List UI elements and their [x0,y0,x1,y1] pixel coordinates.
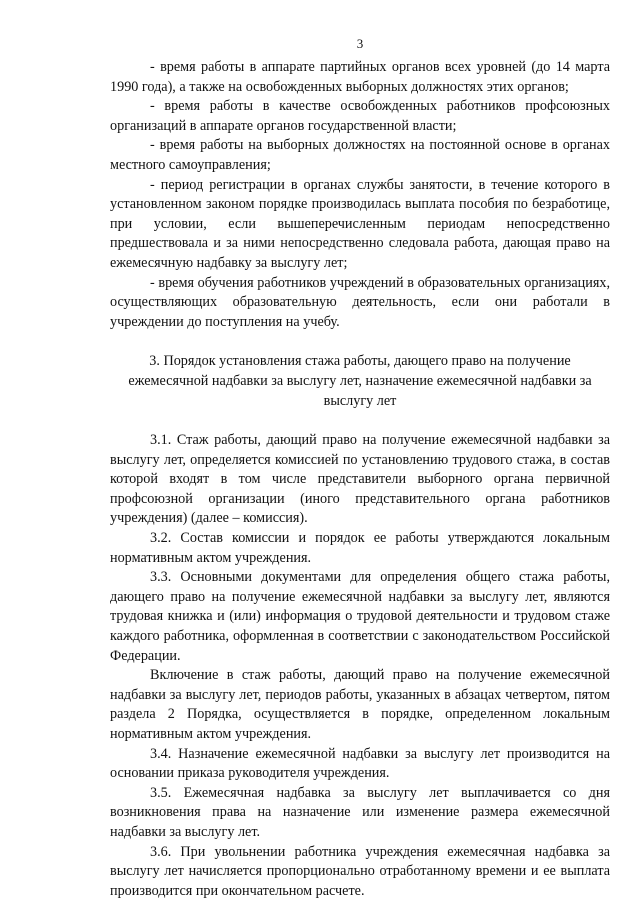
section-body [110,431,610,901]
service-periods-list [110,58,610,332]
paragraph-3-4: 3.4. Назначение ежемесячной надбавки за выслугу лет производится на основании приказа руководителя учреждения. [110,745,610,782]
document-page [110,36,610,901]
list-item: - время работы в качестве освобожденных работников профсоюзных организаций в аппарате органов государственной власти; [110,98,610,134]
list-item: - период регистрации в органах службы занятости, в течение которого в установленном законом порядке производилась выплата пособия по безработице, при условии, если вышеперечисленным периодам непосредственно предшествовала и за ними непосредственно следовала работа, дающая право на ежемесячную надбавку за выслугу лет; [110,176,610,271]
paragraph-3-3: 3.3. Основными документами для определения общего стажа работы, дающего право на получение ежемесячной надбавки за выслугу лет, являются трудовая книжка и (или) информация о трудовой деятельности и трудовом стаже каждого работника, оформленная в соответствии с законодательством Российской Федерации. [110,569,610,664]
page-number: 3 [356,36,364,51]
list-item: - время работы в аппарате партийных органов всех уровней (до 14 марта 1990 года), а также на освобожденных выборных должностях этих органов; [110,59,610,95]
paragraph-3-2: 3.2. Состав комиссии и порядок ее работы утверждаются локальным нормативным актом учреждения. [110,530,610,566]
paragraph-3-5: 3.5. Ежемесячная надбавка за выслугу лет выплачивается со дня возникновения права на назначение или изменение размера ежемесячной надбавки за выслугу лет. [110,784,610,840]
list-item: - время обучения работников учреждений в образовательных организациях, осуществляющих образовательную деятельность, если они работали в учреждении до поступления на учебу. [110,274,610,330]
list-item: - время работы на выборных должностях на постоянной основе в органах местного самоуправления; [110,137,610,173]
paragraph-3-1: 3.1. Стаж работы, дающий право на получение ежемесячной надбавки за выслугу лет, определяется комиссией по установлению трудового стажа, в состав которой входят в том числе представители выборного органа первичной профсоюзной организации (иного представительного органа работников учреждения) (далее – комиссия). [110,432,610,527]
paragraph-3-6: 3.6. При увольнении работника учреждения ежемесячная надбавка за выслугу лет начисляется пропорционально отработанному времени и ее выплата производится при окончательном расчете. [110,843,610,899]
paragraph-3-3-inclusion: Включение в стаж работы, дающий право на получение ежемесячной надбавки за выслугу лет, периодов работы, указанных в абзацах четвертом, пятом раздела 2 Порядка, осуществляется в порядке, определенном локальным нормативным актом учреждения. [110,667,610,742]
section-heading: 3. Порядок установления стажа работы, дающего право на получение ежемесячной надбавки за выслугу лет, назначение ежемесячной надбавки за выслугу лет [128,353,592,409]
